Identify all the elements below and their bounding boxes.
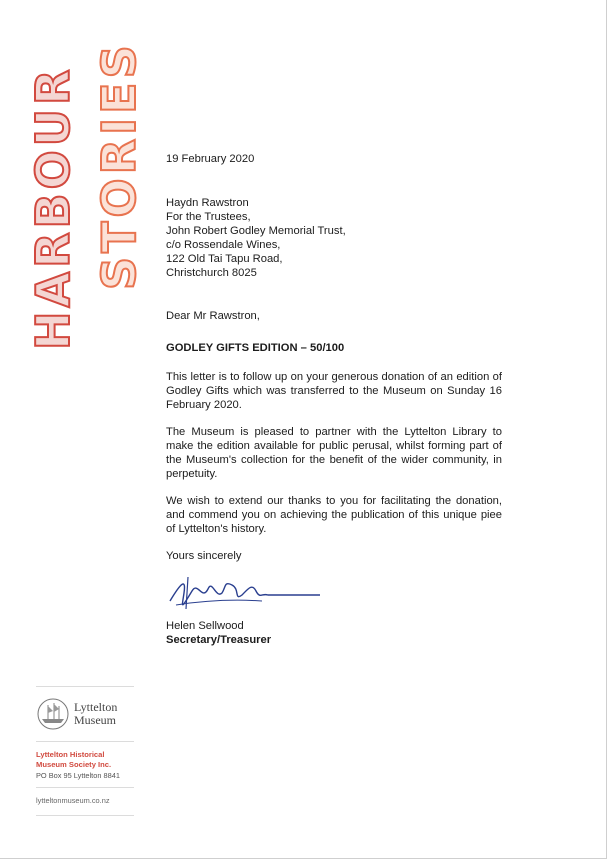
letter-date: 19 February 2020 [166,153,255,165]
ship-icon [36,697,70,731]
address-line: c/o Rossendale Wines, [166,239,281,251]
museum-logo [36,687,134,741]
signature-icon [162,571,322,615]
paragraph: We wish to extend our thanks to you for facilitating the donation, and commend you on achieving the publication of this unique piee of Lyttelton's history. [166,495,502,535]
signer-name: Helen Sellwood [166,620,244,632]
address-line: Christchurch 8025 [166,267,257,279]
society-name-line: Lyttelton Historical [36,750,105,759]
website-link[interactable]: lytteltonmuseum.co.nz [36,796,110,805]
signer-role: Secretary/Treasurer [166,634,272,646]
address-line: For the Trustees, [166,211,251,223]
salutation: Dear Mr Rawstron, [166,310,260,322]
society-name-line: Museum Society Inc. [36,760,112,769]
address-line: 122 Old Tai Tapu Road, [166,253,283,265]
brand-word-stories: STORIES [92,41,146,290]
museum-name-line: Museum [74,713,116,727]
postal-address: PO Box 95 Lyttelton 8841 [36,771,120,780]
subject-line: GODLEY GIFTS EDITION – 50/100 [166,342,345,354]
museum-name-line: Lyttelton [74,700,118,714]
recipient-address [166,196,502,280]
paragraph: The Museum is pleased to partner with the Lyttelton Library to make the edition available for public perusal, whilst forming part of the Museum's collection for the benefit of the wider community, in perpetuity. [166,426,502,480]
closing: Yours sincerely [166,550,242,562]
brand-word-harbour: HARBOUR [26,65,80,350]
paragraph: This letter is to follow up on your generous donation of an edition of Godley Gifts which was transferred to the Museum on Sunday 16 February 2020. [166,371,502,411]
brand-logo [26,40,146,350]
address-line: Haydn Rawstron [166,197,249,209]
footer [36,686,134,816]
letter-body [166,152,502,647]
museum-name [74,701,117,727]
society-block [36,742,134,787]
address-line: John Robert Godley Memorial Trust, [166,225,346,237]
divider [36,815,134,816]
